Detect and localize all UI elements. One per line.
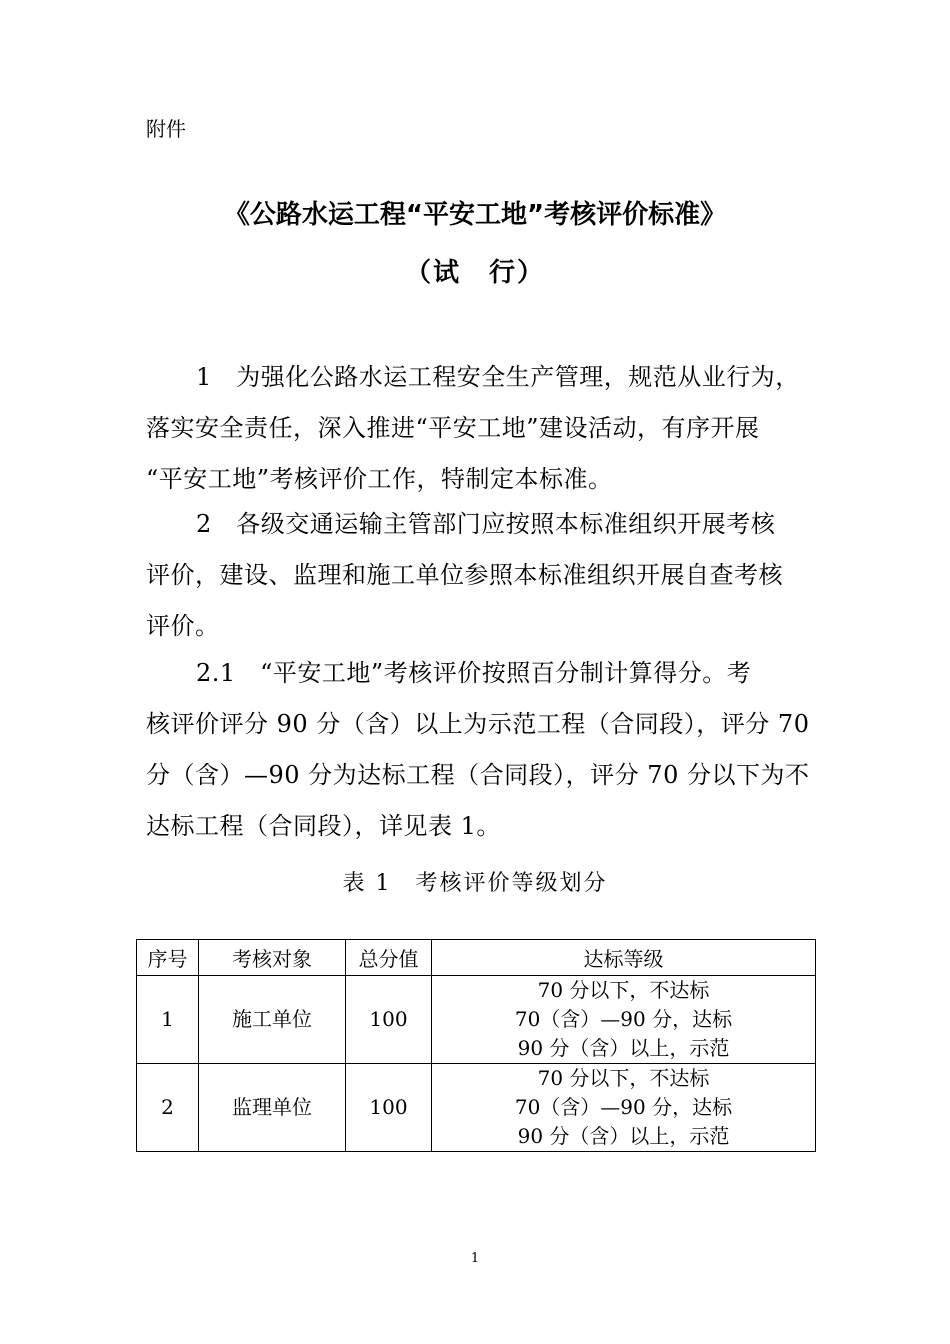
cell-score: 100 xyxy=(346,976,432,1064)
level-line: 70（含）—90 分，达标 xyxy=(514,1095,733,1119)
page-number: 1 xyxy=(470,1251,480,1266)
cell-object: 监理单位 xyxy=(199,1064,346,1152)
paragraph-line: 评价，建设、监理和施工单位参照本标准组织开展自查考核 xyxy=(146,561,783,589)
table-header-row xyxy=(137,940,816,976)
paragraph-line: 1 为强化公路水运工程安全生产管理，规范从业行为， xyxy=(196,363,800,391)
paragraph-line: 分（含）—90 分为达标工程（合同段），评分 70 分以下为不 xyxy=(146,761,810,789)
cell-no: 2 xyxy=(137,1064,199,1152)
paragraph-line: 核评价评分 90 分（含）以上为示范工程（合同段），评分 70 xyxy=(146,710,810,738)
paragraph-line: 落实安全责任，深入推进“平安工地”建设活动，有序开展 xyxy=(146,414,760,442)
header-score: 总分值 xyxy=(346,940,432,976)
grade-table xyxy=(136,939,816,1152)
level-line: 70（含）—90 分，达标 xyxy=(514,1007,733,1031)
header-no: 序号 xyxy=(137,940,199,976)
paragraph-line: 评价。 xyxy=(146,612,220,640)
level-line: 90 分（含）以上，示范 xyxy=(517,1036,730,1060)
level-line: 90 分（含）以上，示范 xyxy=(517,1124,730,1148)
cell-levels xyxy=(432,976,816,1064)
table-row xyxy=(137,976,816,1064)
cell-levels xyxy=(432,1064,816,1152)
paragraph-2 xyxy=(146,499,811,652)
attachment-label: 附件 xyxy=(146,117,186,141)
header-level: 达标等级 xyxy=(432,940,816,976)
table-caption: 表 1 考核评价等级划分 xyxy=(342,871,608,896)
document-subtitle: （试 行） xyxy=(404,258,545,288)
paragraph-2-1 xyxy=(146,648,811,852)
cell-score: 100 xyxy=(346,1064,432,1152)
level-line: 70 分以下，不达标 xyxy=(537,1066,710,1090)
paragraph-line: 达标工程（合同段），详见表 1。 xyxy=(146,812,501,840)
paragraph-1 xyxy=(146,352,811,505)
level-line: 70 分以下，不达标 xyxy=(537,978,710,1002)
cell-no: 1 xyxy=(137,976,199,1064)
header-object: 考核对象 xyxy=(199,940,346,976)
paragraph-line: 2.1 “平安工地”考核评价按照百分制计算得分。考 xyxy=(196,659,752,687)
cell-object: 施工单位 xyxy=(199,976,346,1064)
paragraph-line: 2 各级交通运输主管部门应按照本标准组织开展考核 xyxy=(196,510,776,538)
paragraph-line: “平安工地”考核评价工作，特制定本标准。 xyxy=(146,465,613,493)
document-title: 《公路水运工程“平安工地”考核评价标准》 xyxy=(223,200,727,230)
table-row xyxy=(137,1064,816,1152)
